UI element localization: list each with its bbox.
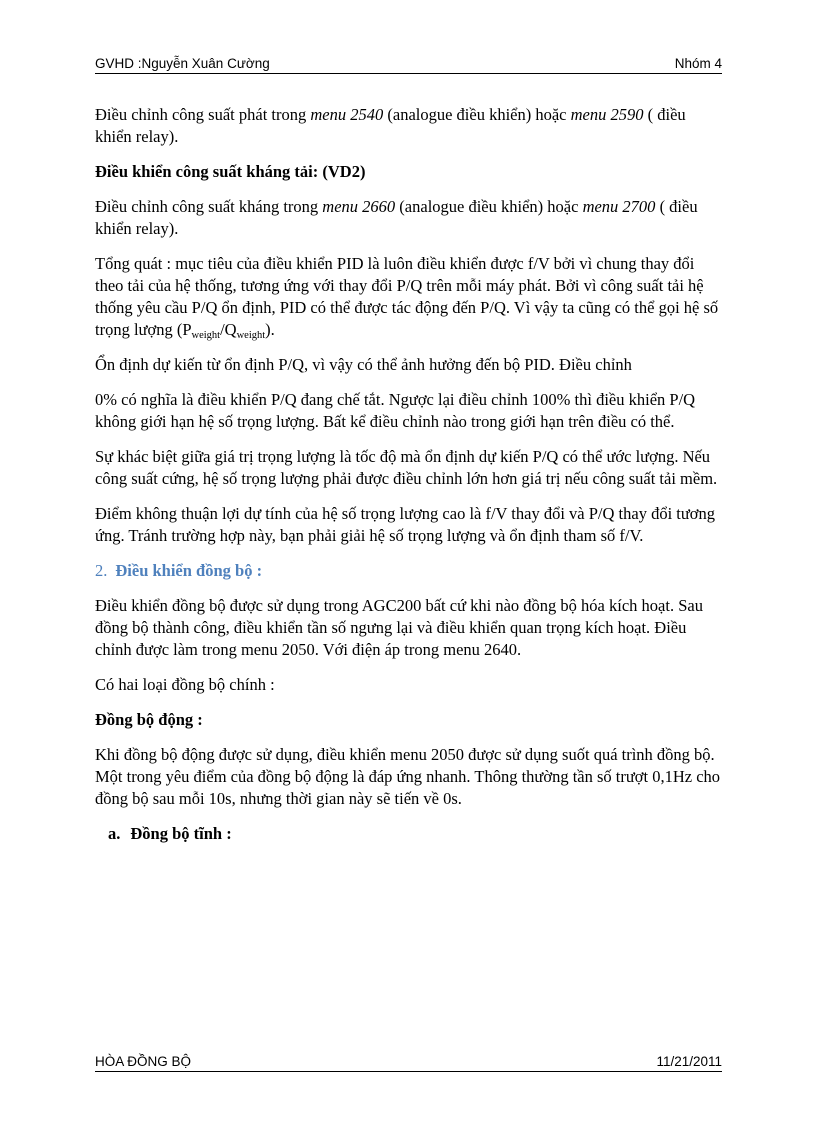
heading-dynamic-sync: Đồng bộ động : xyxy=(95,710,203,729)
footer-date: 11/21/2011 xyxy=(656,1054,722,1069)
section-title: Điều khiển đồng bộ : xyxy=(115,561,263,580)
paragraph-weight-difference: Sự khác biệt giữa giá trị trọng lượng là tốc độ mà ổn định dự kiến P/Q có thể ước lượng. Nếu công suất cứng, hệ số trọng lượng phải được điều chỉnh lớn hơn giá trị nếu công suất tải mềm. xyxy=(95,447,718,488)
menu-ref: menu 2660 xyxy=(322,197,396,216)
paragraph-expected-stability: Ổn định dự kiến từ ổn định P/Q, vì vậy có thể ảnh hưởng đến bộ PID. Điều chỉnh xyxy=(95,355,632,374)
paragraph-reactive-power xyxy=(95,196,725,240)
menu-ref: menu 2590 xyxy=(570,105,644,124)
text-run: ( điều khiển relay). xyxy=(95,197,698,238)
text-run: /Q xyxy=(220,320,237,339)
section-heading-sync-control xyxy=(95,560,725,582)
text-run: (analogue điều khiển) hoặc xyxy=(383,105,571,124)
text-run: ( điều khiển relay). xyxy=(95,105,686,146)
page-footer xyxy=(95,1049,722,1072)
header-instructor: GVHD :Nguyễn Xuân Cường xyxy=(95,56,270,71)
paragraph-active-power xyxy=(95,104,725,148)
paragraph-dynamic-sync: Khi đồng bộ động được sử dụng, điều khiển menu 2050 được sử dụng suốt quá trình đồng bộ. Một trong yêu điểm của đồng bộ động là đáp ứng nhanh. Thông thường tần số trượt 0,1Hz cho đồng bộ sau mỗi 10s, nhưng thời gian này sẽ tiến về 0s. xyxy=(95,745,721,808)
page-header xyxy=(95,52,722,74)
subheading-title: Đồng bộ tĩnh : xyxy=(130,824,232,843)
paragraph-disadvantage: Điểm không thuận lợi dự tính của hệ số trọng lượng cao là f/V thay đổi và P/Q thay đổi tương ứng. Tránh trường hợp này, bạn phải giải hệ số trọng lượng và ổn định tham số f/V. xyxy=(95,504,716,545)
header-group: Nhóm 4 xyxy=(674,56,722,71)
paragraph-adjustment-range: 0% có nghĩa là điều khiển P/Q đang chế tắt. Ngược lại điều chỉnh 100% thì điều khiển P/Q không giới hạn hệ số trọng lượng. Bất kể điều chỉnh nào trong giới hạn trên điều có thể. xyxy=(95,390,696,431)
menu-ref: menu 2700 xyxy=(582,197,656,216)
text-run: Điều chỉnh công suất phát trong xyxy=(95,105,311,124)
footer-title: HÒA ĐỒNG BỘ xyxy=(95,1054,192,1069)
paragraph-sync-control: Điều khiển đồng bộ được sử dụng trong AGC200 bất cứ khi nào đồng bộ hóa kích hoạt. Sau đồng bộ thành công, điều khiển tần số ngưng lại và điều khiển quan trọng kích hoạt. Điều chỉnh được làm trong menu 2050. Với điện áp trong menu 2640. xyxy=(95,596,703,659)
text-run: ). xyxy=(265,320,275,339)
paragraph-pid-overview xyxy=(95,253,725,341)
paragraph-sync-types: Có hai loại đồng bộ chính : xyxy=(95,675,275,694)
document-body xyxy=(95,104,725,858)
heading-static-sync xyxy=(108,823,725,845)
heading-reactive-power: Điều khiển công suất kháng tải: (VD2) xyxy=(95,162,366,181)
menu-ref: menu 2540 xyxy=(310,105,384,124)
section-number: 2. xyxy=(95,561,108,580)
subscript: weight xyxy=(191,330,221,341)
subscript: weight xyxy=(236,330,266,341)
text-run: Điều chỉnh công suất kháng trong xyxy=(95,197,323,216)
list-marker: a. xyxy=(108,824,121,843)
text-run: Tổng quát : mục tiêu của điều khiển PID là luôn điều khiển được f/V bởi vì chung thay đổi theo tải của hệ thống, tương ứng với thay đổi P/Q trên mỗi máy phát. Bởi vì công suất tải hệ thống yêu cầu P/Q ổn định, PID có thể được tác động đến P/Q. Vì vậy ta cũng có thể gọi hệ số trọng lượng (P xyxy=(95,254,719,339)
text-run: (analogue điều khiển) hoặc xyxy=(395,197,583,216)
